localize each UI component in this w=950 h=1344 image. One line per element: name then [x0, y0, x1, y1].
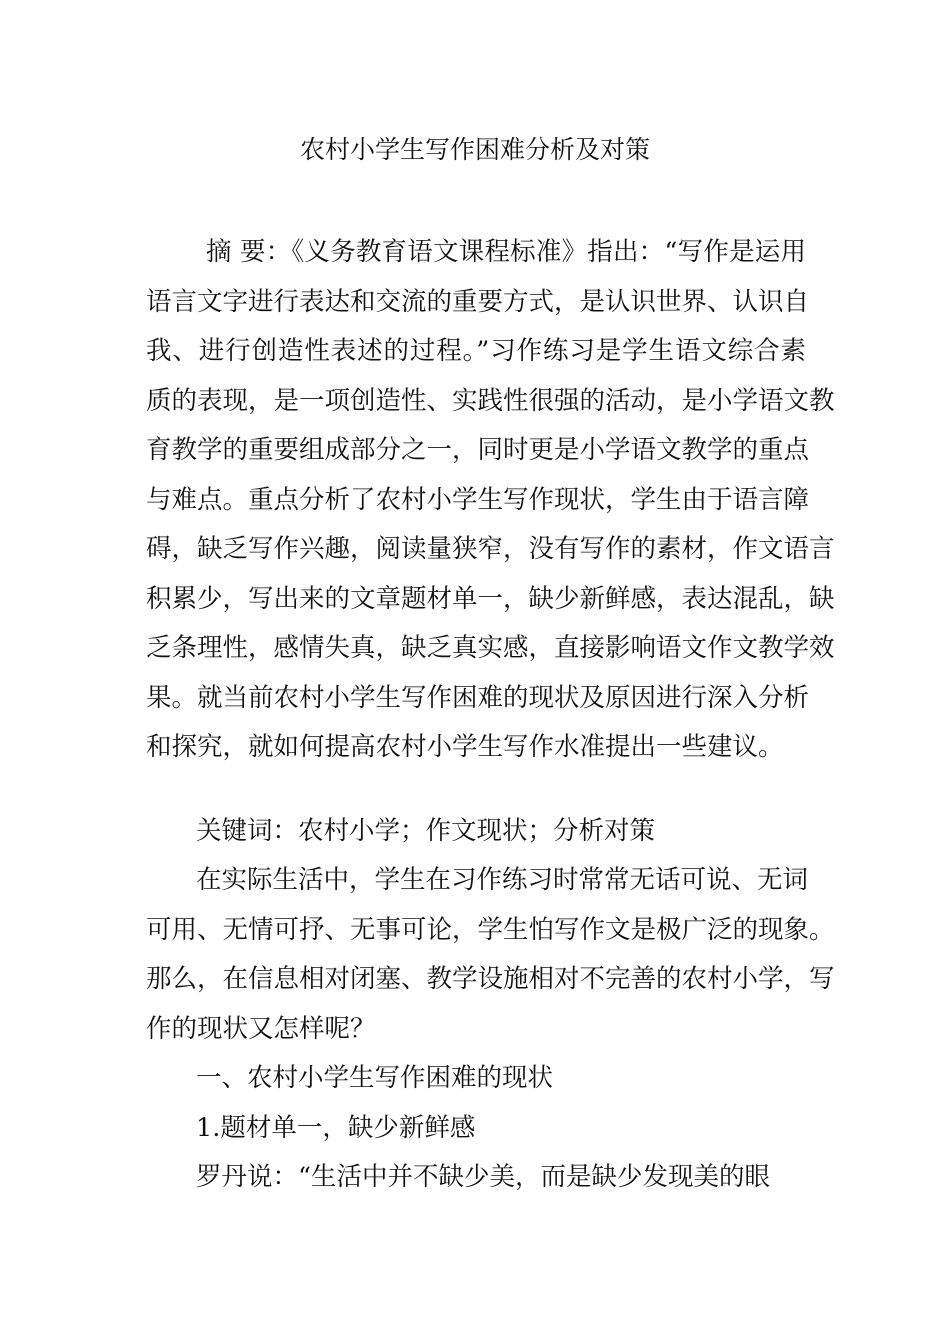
abstract-line: 碍，缺乏写作兴趣，阅读量狭窄，没有写作的素材，作文语言 — [146, 534, 835, 564]
section-heading: 一、农村小学生写作困难的现状 — [196, 1063, 554, 1093]
document-body — [146, 228, 835, 1203]
intro-line: 作的现状又怎样呢？ — [146, 1013, 376, 1044]
abstract-line: 语言文字进行表达和交流的重要方式，是认识世界、认识自 — [146, 286, 810, 317]
keywords-line: 关键词：农村小学；作文现状；分析对策 — [196, 815, 656, 846]
paragraph-gap — [146, 773, 806, 807]
abstract-line: 积累少，写出来的文章题材单一，缺少新鲜感，表达混乱，缺 — [146, 583, 835, 614]
intro-line: 那么，在信息相对闭塞、教学设施相对不完善的农村小学，写 — [146, 964, 835, 994]
abstract-line: 我、进行创造性表述的过程。”习作练习是学生语文综合素 — [146, 336, 806, 366]
intro-line: 在实际生活中，学生在习作练习时常常无话可说、无词 — [196, 865, 809, 895]
abstract-line: 与难点。重点分析了农村小学生写作现状，学生由于语言障 — [146, 484, 810, 515]
abstract-line: 摘 要：《义务教育语文课程标准》指出：“写作是运用 — [206, 237, 806, 267]
abstract-line: 和探究，就如何提高农村小学生写作水准提出一些建议。 — [146, 732, 784, 762]
abstract-line: 果。就当前农村小学生写作困难的现状及原因进行深入分析 — [146, 682, 810, 713]
quote-line: 罗丹说：“生活中并不缺少美，而是缺少发现美的眼 — [196, 1162, 771, 1192]
abstract-line: 乏条理性，感情失真，缺乏真实感，直接影响语文作文教学效 — [146, 633, 835, 663]
intro-line: 可用、无情可抒、无事可论，学生怕写作文是极广泛的现象。 — [146, 914, 835, 945]
document-title: 农村小学生写作困难分析及对策 — [299, 135, 650, 164]
abstract-line: 育教学的重要组成部分之一，同时更是小学语文教学的重点 — [146, 435, 810, 465]
subsection-heading: 1.题材单一，缺少新鲜感 — [196, 1112, 476, 1143]
abstract-line: 质的表现，是一项创造性、实践性很强的活动，是小学语文教 — [146, 385, 835, 416]
